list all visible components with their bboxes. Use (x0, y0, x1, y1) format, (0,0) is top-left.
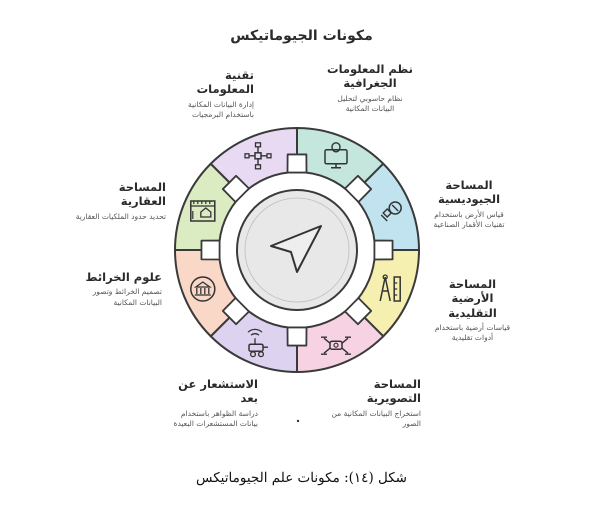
label-land-survey-heading: المساحة الأرضية التقليدية (448, 277, 497, 320)
label-remote-sensing (172, 377, 258, 429)
label-land-survey (430, 277, 515, 343)
label-remote-sensing-heading: الاستشعار عن بعد (178, 377, 258, 406)
stray-dot (297, 420, 299, 422)
label-cadastral (70, 180, 166, 222)
label-geodetic-heading: المساحة الجيوديسية (437, 178, 501, 207)
diagram-title: مكونات الجيوماتيكس (230, 28, 373, 44)
label-it (168, 68, 254, 120)
label-cartography (76, 270, 162, 308)
label-it-heading: تقنية المعلومات (196, 68, 254, 97)
label-cadastral-desc: تحديد حدود الملكيات العقارية (75, 211, 166, 221)
label-gis-desc: نظام حاسوبي لتحليل البيانات المكانية (337, 93, 403, 113)
label-cartography-heading: علوم الخرائط (85, 270, 162, 284)
hub-tooth-7 (201, 240, 219, 259)
label-photogrammetry-heading: المساحة التصويرية (366, 377, 421, 406)
label-geodetic (428, 178, 510, 230)
label-geodetic-desc: قياس الأرض باستخدام تقنيات الأقمار الصناعية (433, 209, 505, 229)
label-cartography-desc: تصميم الخرائط وتصور البيانات المكانية (92, 287, 162, 307)
label-photogrammetry (325, 377, 421, 429)
hub-tooth-1 (287, 154, 306, 172)
label-photogrammetry-desc: استخراج البيانات المكانية من الصور (331, 408, 421, 428)
hub-tooth-5 (287, 327, 306, 345)
label-cadastral-heading: المساحة العقارية (118, 180, 166, 209)
label-remote-sensing-desc: دراسة الظواهر باستخدام بيانات المستشعرات البعيدة (173, 408, 258, 428)
label-gis (325, 62, 415, 114)
hub-tooth-3 (374, 240, 392, 259)
label-gis-heading: نظم المعلومات الجغرافية (327, 62, 413, 91)
figure-caption: شكل (١٤): مكونات علم الجيوماتيكس (196, 470, 407, 486)
hub-circle (237, 190, 357, 310)
label-land-survey-desc: قياسات أرضية باستخدام أدوات تقليدية (434, 323, 511, 343)
label-it-desc: إدارة البيانات المكانية باستخدام البرمجيات (188, 99, 254, 119)
